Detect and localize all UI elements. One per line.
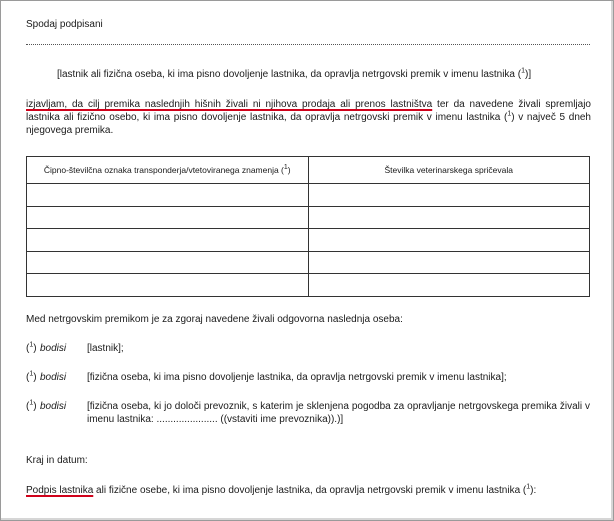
option-num: ($^1$) bbox=[26, 341, 37, 354]
option-carrier-person bbox=[26, 400, 590, 426]
table-row bbox=[27, 274, 590, 297]
transponder-cell[interactable] bbox=[27, 206, 309, 229]
option-num: ($^1$) bbox=[26, 399, 37, 412]
signature-underlined: Podpis lastnika bbox=[26, 485, 94, 496]
transponder-cell[interactable] bbox=[27, 274, 309, 297]
role-bracket-line: [lastnik ali fizična oseba, ki ima pisno dovoljenje lastnika, da opravlja netrgovski premik v imenu lastnika ($^1$)] bbox=[57, 67, 532, 80]
option-keyword: bodisi bbox=[40, 343, 67, 354]
transponder-cell[interactable] bbox=[27, 251, 309, 274]
responsible-intro: Med netrgovskim premikom je za zgoraj navedene živali odgovorna naslednja oseba: bbox=[26, 314, 403, 325]
transponder-cell[interactable] bbox=[27, 229, 309, 252]
option-owner bbox=[26, 342, 590, 355]
table-row bbox=[27, 229, 590, 252]
place-date-label: Kraj in datum: bbox=[26, 455, 88, 466]
table-row bbox=[27, 206, 590, 229]
declaration-rest: ter da navedene živali spremljajo lastnika ali fizično osebo, ki ima pisno dovoljenje lastnika, da opravlja netrgovski premik v imenu lastnika ($^1$) v največ 5 dneh njegovega premika. bbox=[26, 99, 591, 136]
transponder-cell[interactable] bbox=[27, 184, 309, 207]
option-text: [lastnik]; bbox=[87, 343, 124, 354]
option-text: [fizična oseba, ki ima pisno dovoljenje lastnika, da opravlja netrgovski premik v imenu lastnika]; bbox=[87, 372, 507, 383]
certificate-cell[interactable] bbox=[308, 251, 590, 274]
certificate-cell[interactable] bbox=[308, 206, 590, 229]
certificate-cell[interactable] bbox=[308, 229, 590, 252]
signature-rest: ali fizične osebe, ki ima pisno dovoljenje lastnika, da opravlja netrgovski premik v imenu lastnika ($^1$): bbox=[93, 483, 537, 496]
option-num: ($^1$) bbox=[26, 370, 37, 383]
col-transponder-header: Čipno-številčna oznaka transponderja/vtetoviranega znamenja ($^1$) bbox=[27, 157, 309, 184]
certificate-cell[interactable] bbox=[308, 274, 590, 297]
certificate-cell[interactable] bbox=[308, 184, 590, 207]
heading: Spodaj podpisani bbox=[26, 19, 103, 30]
table-row bbox=[27, 184, 590, 207]
option-keyword: bodisi bbox=[40, 401, 67, 412]
declaration-underlined: izjavljam, da cilj premika naslednjih hišnih živali ni njihova prodaja ali prenos lastništva bbox=[26, 99, 433, 110]
name-dotted-line bbox=[26, 44, 590, 45]
col-certificate-header: Številka veterinarskega spričevala bbox=[308, 157, 590, 184]
signature-line bbox=[26, 484, 536, 497]
table-row bbox=[27, 251, 590, 274]
option-authorised-person bbox=[26, 371, 590, 384]
declaration-paragraph bbox=[26, 98, 591, 137]
animal-table bbox=[26, 156, 590, 297]
option-keyword: bodisi bbox=[40, 372, 67, 383]
option-text: [fizična oseba, ki jo določi prevoznik, s katerim je sklenjena pogodba za opravljanje netrgovskega premika živali v imenu lastnika: ...................... ((vstaviti ime prevoznika)).)] bbox=[87, 401, 590, 425]
